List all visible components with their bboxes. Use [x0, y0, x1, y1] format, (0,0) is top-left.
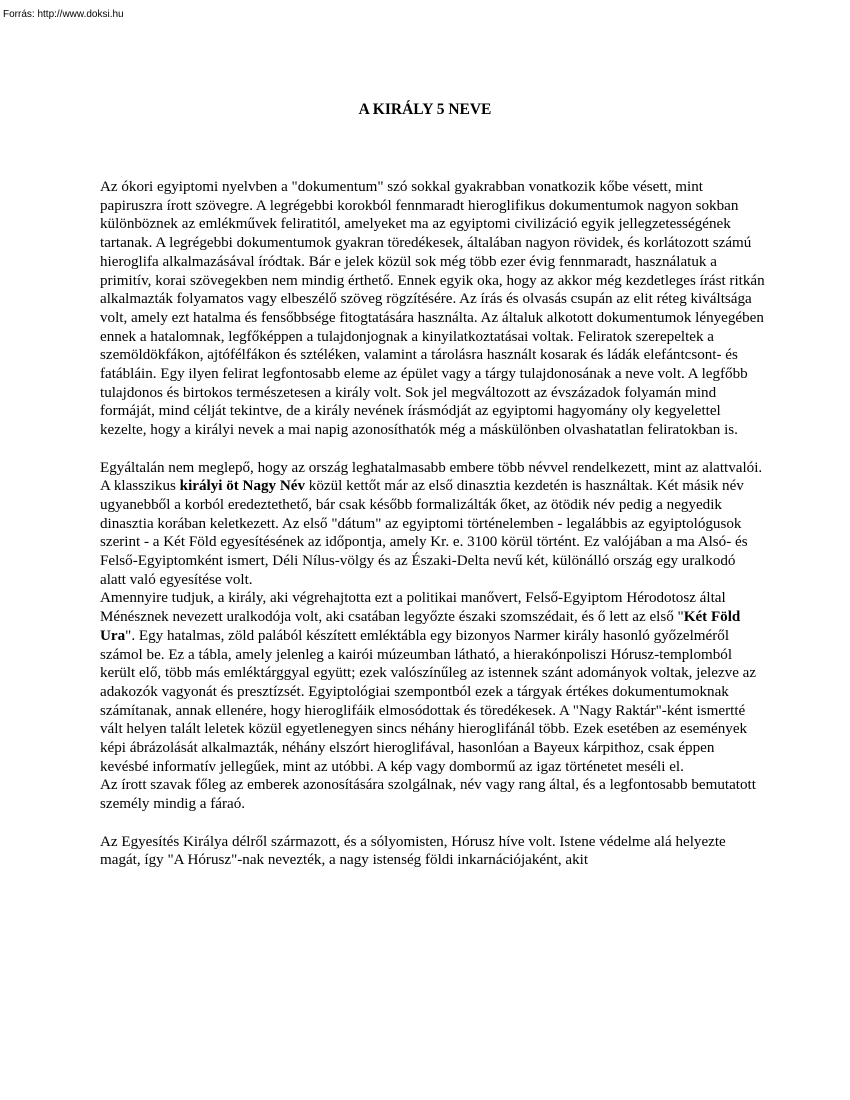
document-body	[100, 178, 765, 870]
page-title: A KIRÁLY 5 NEVE	[358, 101, 492, 118]
paragraph-gap	[100, 814, 765, 833]
paragraph-3	[100, 589, 765, 776]
paragraph-4: Az írott szavak főleg az emberek azonosítására szolgálnak, név vagy rang által, és a legfontosabb bemutatott személy mindig a fáraó.	[100, 777, 756, 813]
paragraph-2-text-b: közül kettőt már az első dinasztia kezdetén is használtak. Két másik név ugyanebből a korból eredeztethető, bár csak később formalizálták őket, az ötödik név pedig a negyedik dinasztia korában keletkezett. Az első "dátum" az egyiptomi történelemben - legalábbis az egyiptológusok szerint - a Két Föld egyesítésének az időpontja, amely Kr. e. 3100 körül történt. Ez valójában a ma Alsó- és Felső-Egyiptomként ismert, Déli Nílus-völgy és az Északi-Delta nevű két, különálló ország egy uralkodó alatt való egyesítése volt.	[100, 478, 748, 588]
paragraph-3-text-a: Amennyire tudjuk, a király, aki végrehajtotta ezt a politikai manővert, Felső-Egyiptom Hérodotosz által Ménésznek nevezett uralkodója volt, aki csatában legyőzte északi szomszédait, és ő lett az első "	[100, 590, 726, 626]
paragraph-1: Az ókori egyiptomi nyelvben a "dokumentum" szó sokkal gyakrabban vonatkozik kőbe vésett, mint papiruszra írott szövegre. A legrégebbi korokból fennmaradt hieroglifikus dokumentumok nagyon sokban különböznek az emlékművek feliratitól, amelyeket ma az egyiptomi civilizáció egyik jellegzetességének tartanak. A legrégebbi dokumentumok gyakran töredékesek, általában nagyon rövidek, és korlátozott számú hieroglifa alkalmazásával íródtak. Bár e jelek közül sok még több ezer évig fennmaradt, használatuk a primitív, korai szövegekben nem mindig érthető. Ennek egyik oka, hogy az akkor még kezdetleges írást ritkán alkalmazták folyamatos vagy elbeszélő szöveg rögzítésére. Az írás és olvasás csupán az elit réteg kiváltsága volt, amely ezt hatalma és fensőbbsége fitogtatására használta. Az általuk alkotott dokumentumok lényegében ennek a hatalomnak, legfőképpen a tulajdonjognak a kinyilatkoztatásai voltak. Feliratok szerepeltek a szemöldökfákon, ajtófélfákon és sztéléken, valamint a tárolásra használt kosarak és ládák elefántcsont- és fatábláin. Egy ilyen felirat legfontosabb eleme az épület vagy a tárgy tulajdonosának a neve volt. A legfőbb tulajdonos és birtokos természetesen a király volt. Sok jel megváltozott az évszázadok folyamán mind formáját, mind célját tekintve, de a király nevének írásmódját az egyiptomi hagyomány oly kegyelettel kezelte, hogy a királyi nevek a mai napig azonosíthatók még a máskülönben olvashatatlan feliratokban is.	[100, 179, 765, 439]
paragraph-3-text-b: ". Egy hatalmas, zöld palából készített emléktábla egy bizonyos Narmer király hasonló győzelméről számol be. Ez a tábla, amely jelenleg a kairói múzeumban látható, a hierakónpoliszi Hórusz-templomból került elő, több más emléktárggyal együtt; ezek valószínűleg az istennek szánt adományok voltak, jelezve az adakozók vagyonát és presztízsét. Egyiptológiai szempontból ezek a tárgyak értékes dokumentumoknak számítanak, annak ellenére, hogy hieroglifáik elmosódottak és töredékesek. A "Nagy Raktár"-ként ismertté vált helyen talált leletek közül egyetlenegyen sincs néhány hieroglifánál több. Ezek esetében az események képi ábrázolását alkalmazták, néhány elszórt hieroglifával, hasonlóan a Bayeux kárpithoz, csak éppen kevésbé informatív jellegűek, mint az utóbbi. A kép vagy dombormű az igaz történetet meséli el.	[100, 627, 757, 775]
lord-of-two-lands-term: Két Föld Ura	[100, 609, 741, 644]
source-note: Forrás: http://www.doksi.hu	[3, 9, 124, 20]
paragraph-2	[100, 459, 765, 590]
royal-names-term: királyi öt Nagy Név	[179, 478, 306, 495]
paragraph-2-text-a: Egyáltalán nem meglepő, hogy az ország leghatalmasabb embere több névvel rendelkezett, mint az alattvalói. A klasszikus	[100, 459, 763, 495]
paragraph-gap	[100, 440, 765, 459]
paragraph-5: Az Egyesítés Királya délről származott, és a sólyomisten, Hórusz híve volt. Istene védelme alá helyezte magát, így "A Hórusz"-nak nevezték, a nagy istenség földi inkarnációjaként, akit	[100, 833, 726, 869]
